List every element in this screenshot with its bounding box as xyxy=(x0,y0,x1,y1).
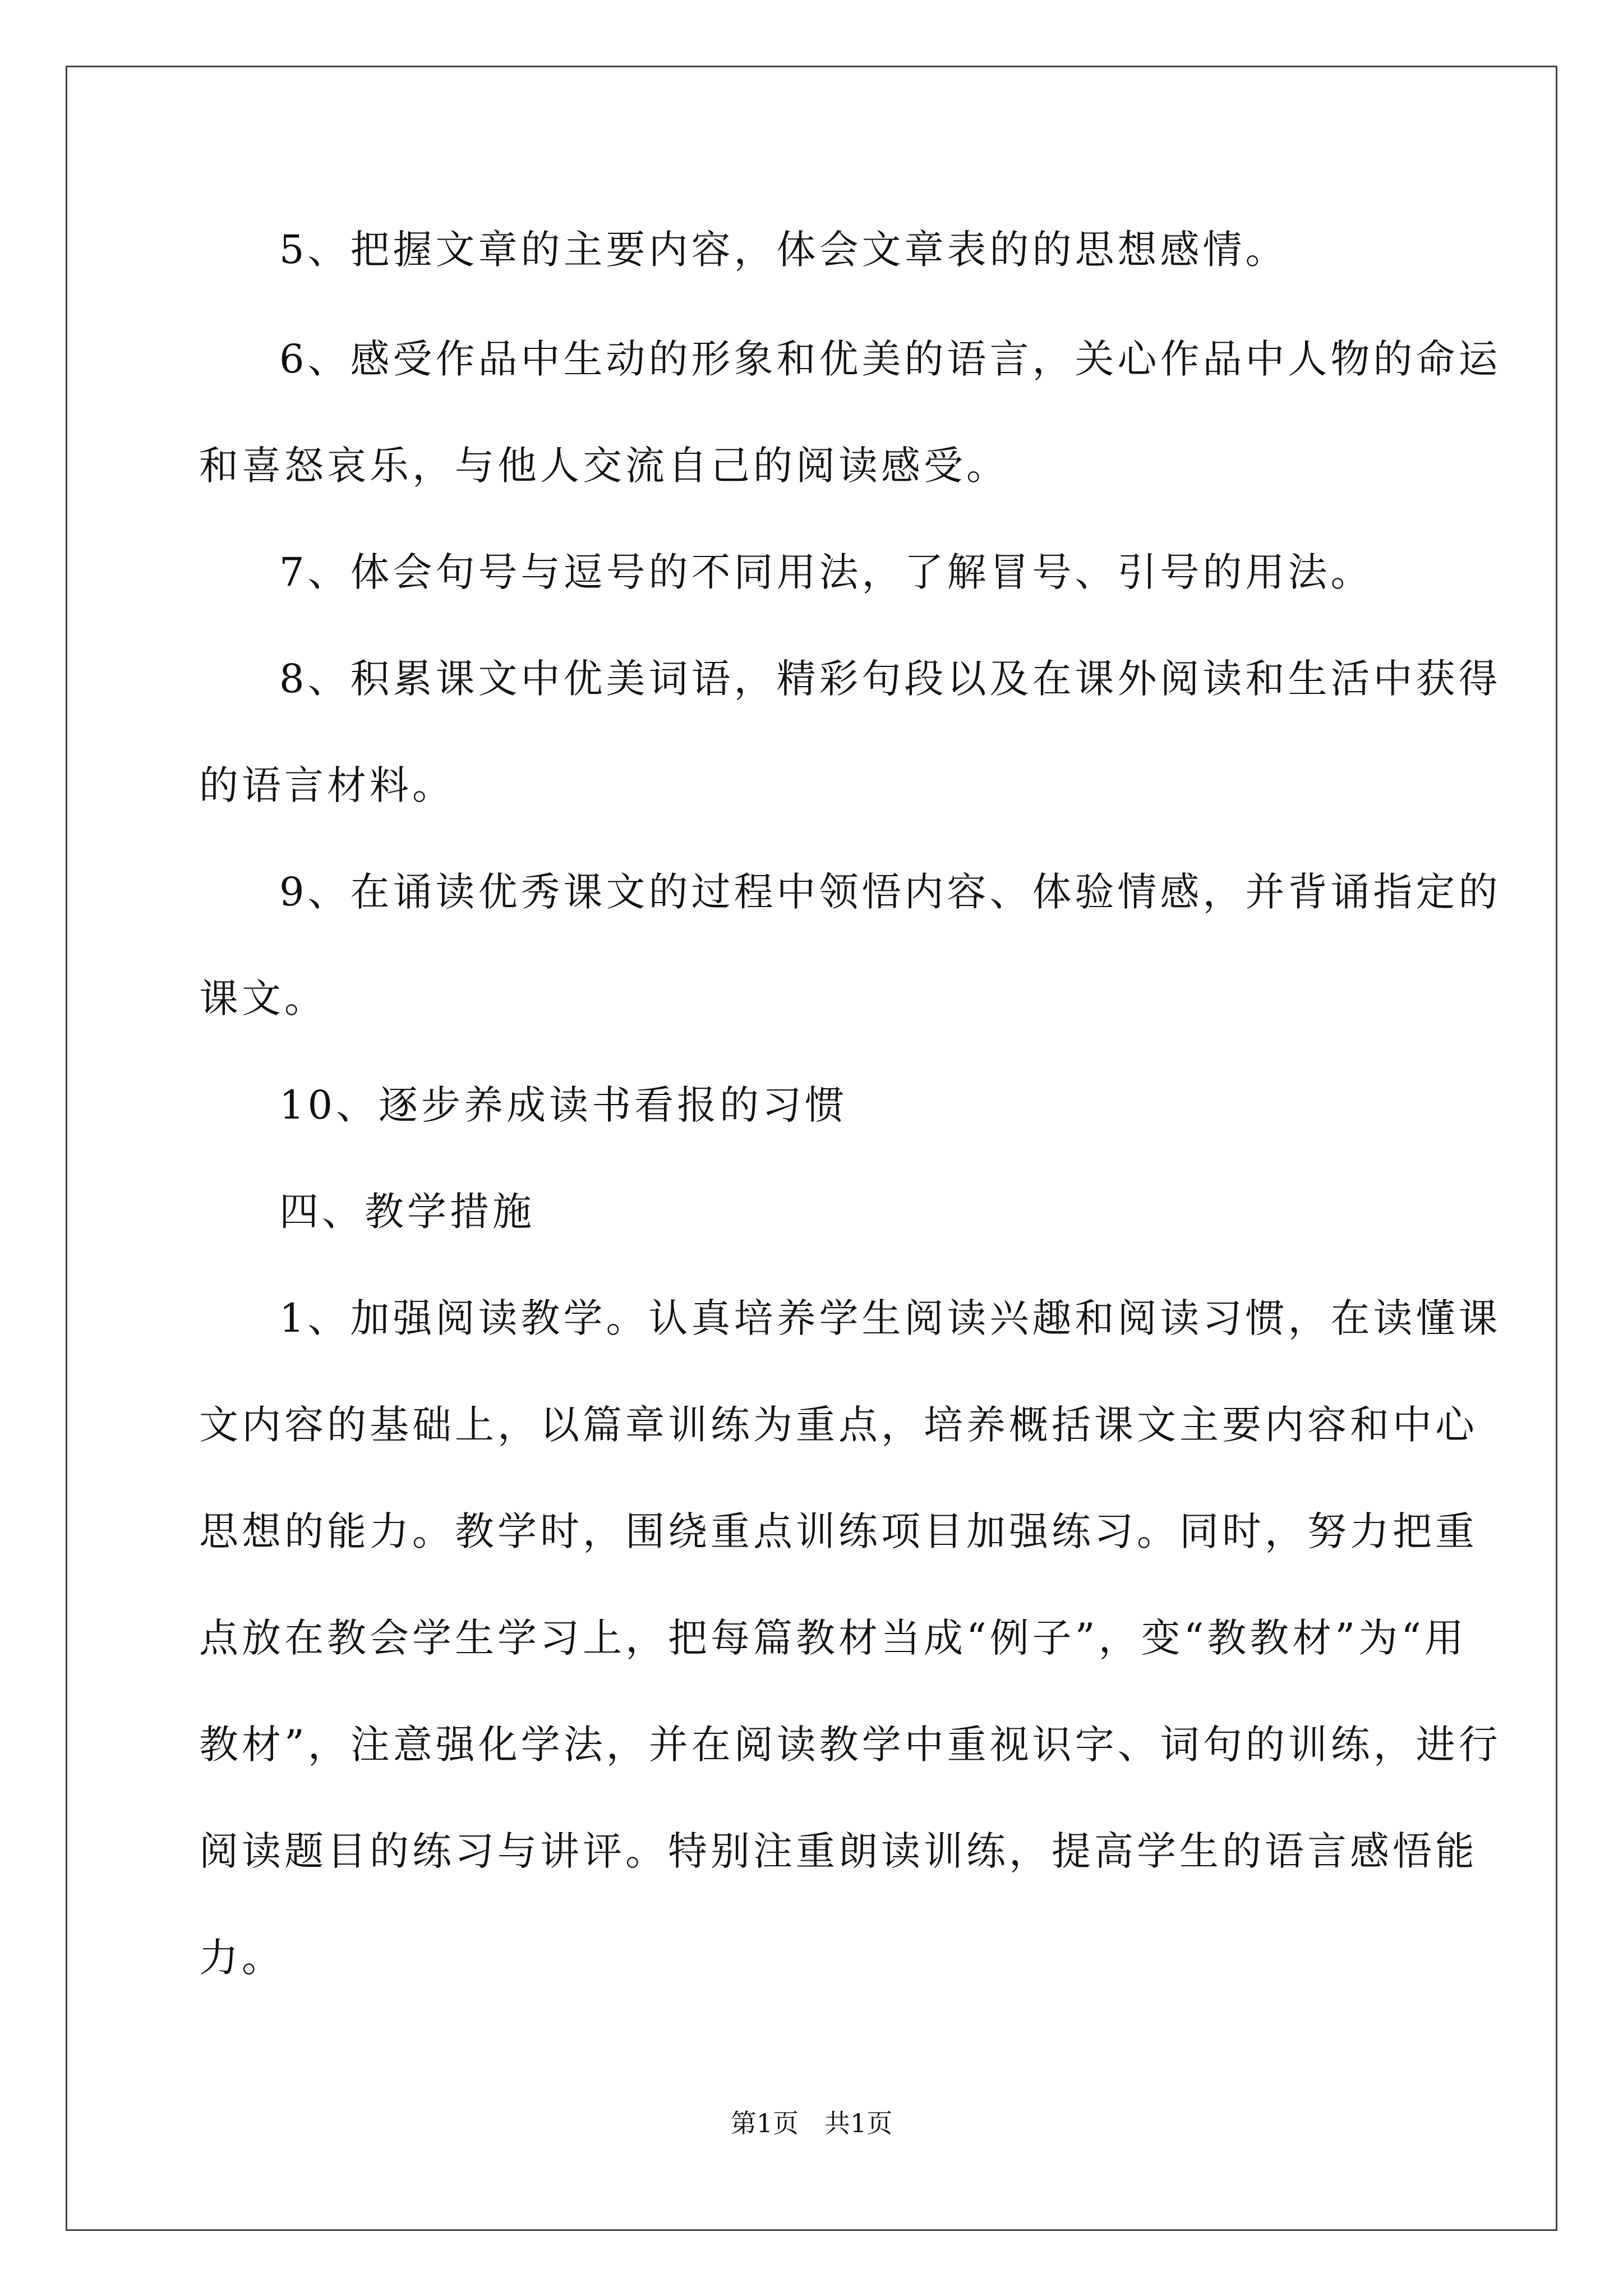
paragraph-8-line-1: 8、积累课文中优美词语，精彩句段以及在课外阅读和生活中获得 xyxy=(279,656,1501,702)
paragraph-9-line-2: 课文。 xyxy=(199,976,327,1022)
measures-paragraph-line-1: 1、加强阅读教学。认真培养学生阅读兴趣和阅读习惯，在读懂课 xyxy=(279,1295,1501,1341)
paragraph-10-line-1: 10、逐步养成读书看报的习惯 xyxy=(279,1082,848,1128)
measures-paragraph-line-7: 力。 xyxy=(199,1935,284,1981)
page-border xyxy=(66,66,1557,2231)
page-footer: 第1页 共1页 xyxy=(730,2108,893,2138)
paragraph-7-line-1: 7、体会句号与逗号的不同用法，了解冒号、引号的用法。 xyxy=(279,549,1373,595)
paragraph-9-line-1: 9、在诵读优秀课文的过程中领悟内容、体验情感，并背诵指定的 xyxy=(279,869,1501,915)
measures-paragraph-line-5: 教材”，注意强化学法，并在阅读教学中重视识字、词句的训练，进行 xyxy=(199,1722,1501,1768)
measures-paragraph-line-4: 点放在教会学生学习上，把每篇教材当成“例子”，变“教教材”为“用 xyxy=(199,1615,1467,1661)
measures-paragraph-line-6: 阅读题目的练习与讲评。特别注重朗读训练，提高学生的语言感悟能 xyxy=(199,1828,1478,1874)
paragraph-6-line-2: 和喜怒哀乐，与他人交流自己的阅读感受。 xyxy=(199,443,1009,489)
paragraph-5-line-1: 5、把握文章的主要内容，体会文章表的的思想感情。 xyxy=(279,227,1288,273)
paragraph-8-line-2: 的语言材料。 xyxy=(199,762,455,808)
paragraph-6-line-1: 6、感受作品中生动的形象和优美的语言，关心作品中人物的命运 xyxy=(279,336,1501,382)
section-heading: 四、教学措施 xyxy=(279,1189,535,1235)
measures-paragraph-line-2: 文内容的基础上，以篇章训练为重点，培养概括课文主要内容和中心 xyxy=(199,1402,1478,1448)
measures-paragraph-line-3: 思想的能力。教学时，围绕重点训练项目加强练习。同时，努力把重 xyxy=(199,1508,1478,1554)
